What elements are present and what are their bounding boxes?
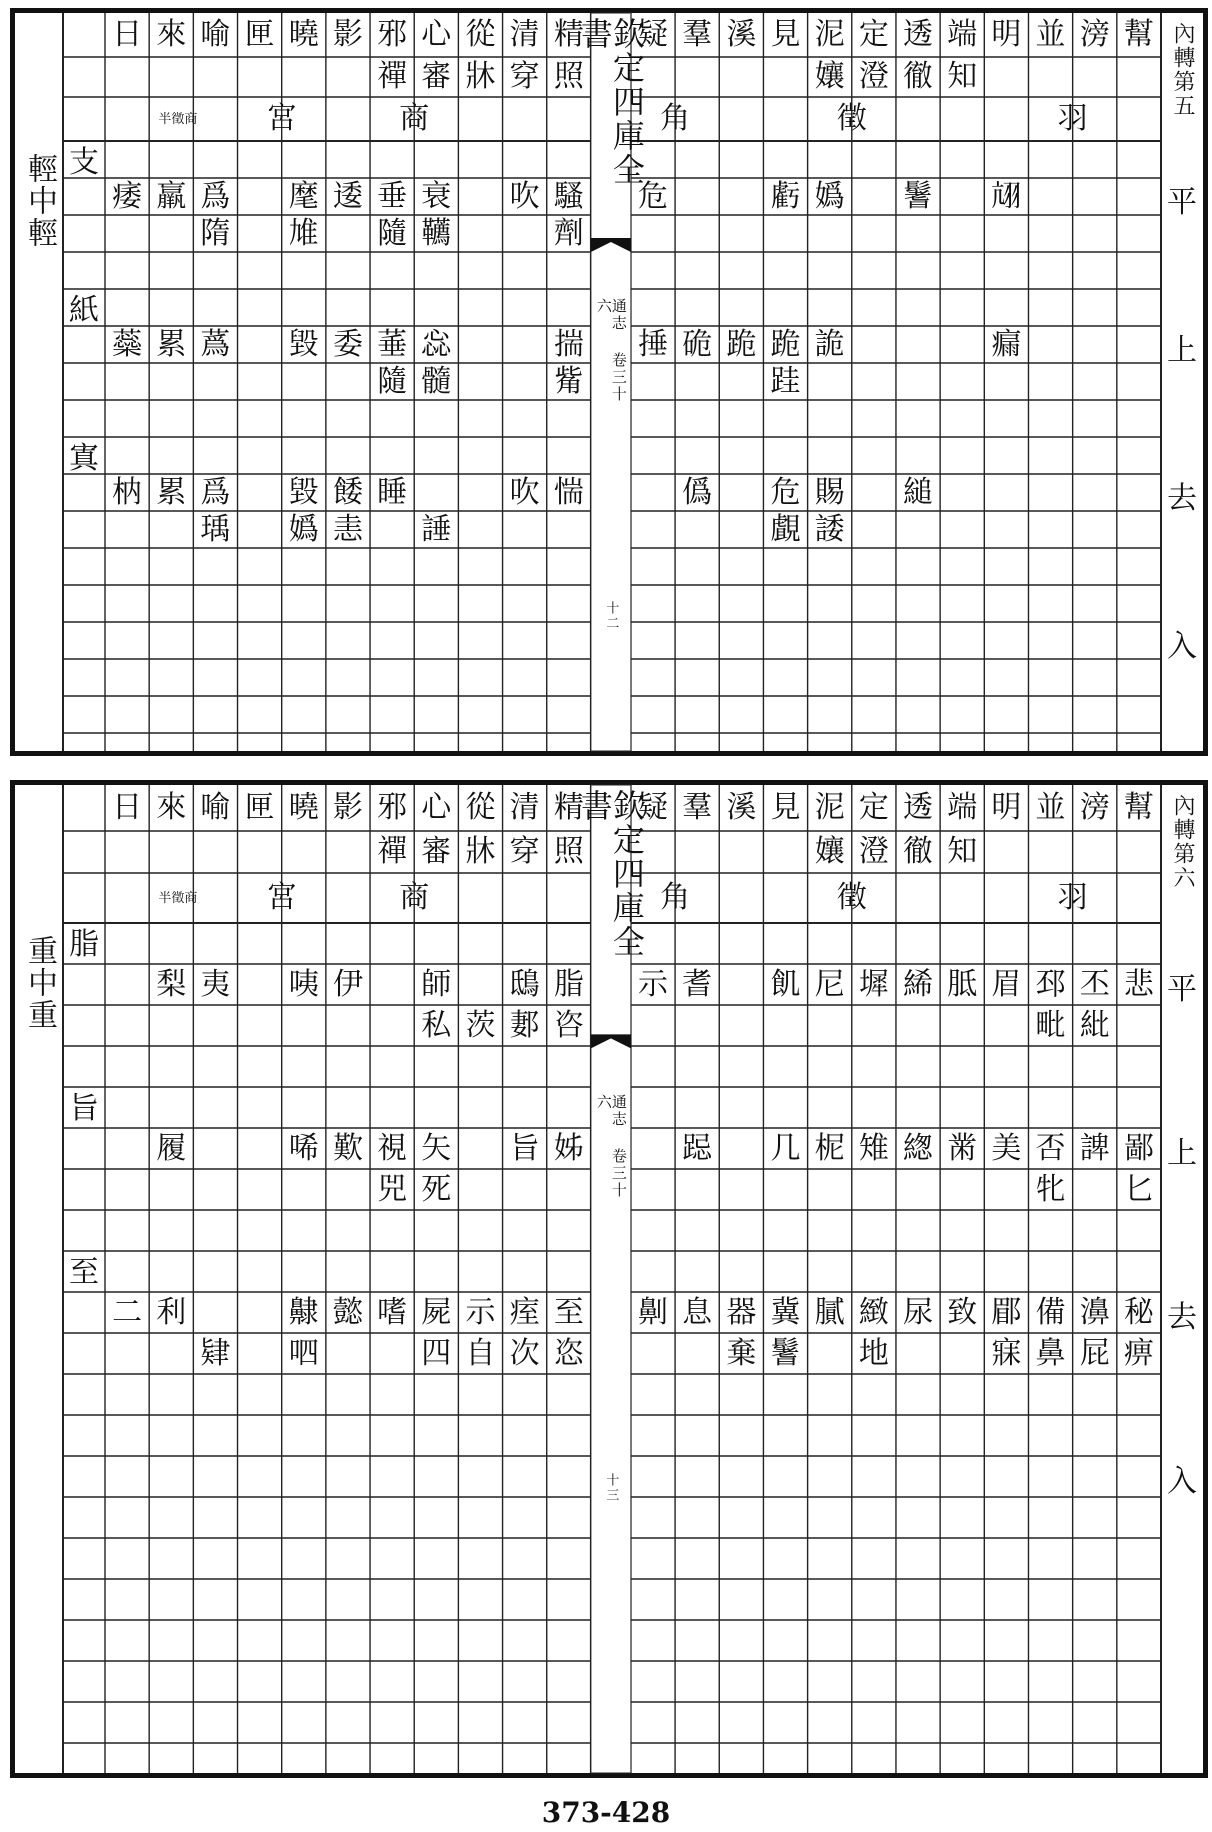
initial-char-secondary: 審 [421, 59, 452, 94]
initial-char: 端 [947, 17, 978, 52]
rhyme-char: 雉 [858, 1130, 889, 1166]
rhyme-char: 匕 [1123, 1171, 1154, 1207]
rhyme-char: 柅 [814, 1130, 845, 1166]
rhyme-char: 寐 [991, 1335, 1022, 1371]
rhyme-char: 地 [858, 1335, 889, 1371]
rhyme-char: 諉 [814, 511, 845, 547]
rhyme-char: 墀 [858, 966, 889, 1002]
initial-char: 曉 [288, 17, 319, 52]
initial-char: 透 [903, 17, 934, 52]
rhyme-char: 悲 [1123, 966, 1154, 1002]
initial-char-secondary: 孃 [814, 834, 845, 869]
rhyme-char: 跬 [770, 363, 801, 399]
chart-number-label: 內轉第六 [1170, 794, 1195, 890]
tone-note-label: 羽 [1057, 101, 1088, 136]
rhyme-char: 蘂 [112, 326, 143, 362]
spine-title: 欽定四庫全書 [575, 17, 646, 187]
initial-char: 見 [770, 790, 801, 825]
initial-char: 滂 [1079, 790, 1110, 825]
rhyme-char: 屍 [421, 1294, 452, 1330]
rhyme-char: 私 [421, 1007, 452, 1043]
rhyme-char: 爲 [200, 474, 231, 510]
initial-char: 泥 [814, 790, 845, 825]
rhyme-char: 僞 [682, 474, 713, 510]
rhyme-char: 覰 [770, 511, 801, 547]
rhyme-char: 韉 [421, 215, 452, 251]
rhyme-char: 邳 [1035, 966, 1066, 1002]
rhyme-char: 跪 [770, 326, 801, 362]
rhyme-char: 毀 [288, 474, 319, 510]
rhyme-char: 隨 [377, 215, 408, 251]
initial-char: 從 [465, 790, 496, 825]
initial-char-secondary: 牀 [465, 834, 496, 869]
rhyme-char: 息 [682, 1294, 713, 1330]
rhyme-char: 胝 [947, 966, 978, 1002]
rhyme-char: 衰 [421, 178, 452, 214]
rhyme-char: 捶 [637, 326, 668, 362]
tone-label: 上 [1167, 333, 1197, 369]
rhyme-char: 視 [377, 1130, 408, 1166]
initial-char: 並 [1035, 790, 1066, 825]
initial-char: 疑 [637, 790, 668, 825]
rhyme-char: 羸 [156, 178, 187, 214]
rhyme-char: 瑀 [200, 511, 231, 547]
rhyme-char: 郿 [991, 1294, 1022, 1330]
rhyme-char: 懿 [332, 1294, 363, 1330]
initial-char: 從 [465, 17, 496, 52]
rhyme-char: 夷 [200, 966, 231, 1002]
tone-note-label: 徵 [836, 880, 867, 915]
rhyme-char: 䧱 [288, 215, 319, 251]
tone-label: 入 [1167, 1464, 1197, 1500]
tone-label: 平 [1167, 185, 1197, 221]
rhyme-char: 詭 [814, 326, 845, 362]
rhyme-char: 四 [421, 1335, 452, 1371]
rhyme-char: 示 [465, 1294, 496, 1330]
rhyme-char: 𦐄 [991, 178, 1022, 214]
grade-char: 至 [69, 1255, 99, 1290]
rhyme-char: 秘 [1123, 1294, 1154, 1330]
rhyme-char: 利 [156, 1294, 187, 1330]
initial-char: 邪 [377, 17, 408, 52]
initial-char-secondary: 審 [421, 834, 452, 869]
initial-char-secondary: 徹 [903, 59, 934, 94]
rhyme-char: 蔿 [200, 326, 231, 362]
rhyme-table-page-5 [0, 0, 1212, 760]
rhyme-char: 耆 [682, 966, 713, 1002]
rhyme-char: 痿 [112, 178, 143, 214]
initial-char-secondary: 照 [553, 59, 584, 94]
rhyme-char: 垂 [377, 178, 408, 214]
rhyme-class-label: 輕中輕 [22, 153, 57, 249]
rhyme-char: 吹 [509, 178, 540, 214]
rhyme-char: 爲 [200, 178, 231, 214]
rhyme-char: 絺 [903, 966, 934, 1002]
rhyme-char: 師 [421, 966, 452, 1002]
initial-char: 心 [421, 17, 452, 52]
rhyme-char: 縋 [903, 474, 934, 510]
rhyme-char: 濞 [1079, 1294, 1110, 1330]
rhyme-table-page-6 [0, 770, 1212, 1780]
rhyme-char: 歎 [332, 1130, 363, 1166]
initial-char: 幫 [1123, 17, 1154, 52]
half-zhi-shang-note: 半徵商 [158, 111, 198, 127]
rhyme-char: 諈 [421, 511, 452, 547]
rhyme-char: 飢 [770, 966, 801, 1002]
rhyme-char: 梨 [156, 966, 187, 1002]
rhyme-char: 咨 [553, 1007, 584, 1043]
rhyme-char: 旨 [509, 1130, 540, 1166]
rhyme-char: 嬀 [288, 511, 319, 547]
tone-note-label: 商 [399, 880, 430, 915]
grade-char [63, 589, 105, 625]
initial-char: 溪 [726, 790, 757, 825]
rhyme-char: 隋 [200, 215, 231, 251]
rhyme-char: 呬 [288, 1335, 319, 1371]
rhyme-char: 次 [509, 1335, 540, 1371]
initial-char: 清 [509, 790, 540, 825]
rhyme-char: 隨 [377, 363, 408, 399]
rhyme-char: 丕 [1079, 966, 1110, 1002]
rhyme-char: 黹 [947, 1130, 978, 1166]
tone-note-label: 宮 [266, 101, 297, 136]
rhyme-char: 鄙 [1123, 1130, 1154, 1166]
rhyme-char: 跪 [726, 326, 757, 362]
rhyme-char: 二 [112, 1294, 143, 1330]
rhyme-char: 觜 [553, 363, 584, 399]
spine-page-number: 十二 [603, 601, 619, 631]
chart-number-label: 內轉第五 [1170, 22, 1195, 118]
rhyme-char: 危 [770, 474, 801, 510]
rhyme-char: 尿 [903, 1294, 934, 1330]
rhyme-char: 冀 [770, 1294, 801, 1330]
rhyme-char: 危 [637, 178, 668, 214]
tone-note-label: 宮 [266, 880, 297, 915]
rhyme-char: 緫 [903, 1130, 934, 1166]
tone-note-label: 羽 [1057, 880, 1088, 915]
initial-char-secondary: 徹 [903, 834, 934, 869]
rhyme-char: 恚 [332, 511, 363, 547]
tone-label: 去 [1167, 1300, 1197, 1336]
rhyme-char: 肄 [200, 1335, 231, 1371]
initial-char: 影 [332, 17, 363, 52]
initial-char: 透 [903, 790, 934, 825]
initial-char: 並 [1035, 17, 1066, 52]
grade-char [63, 1419, 105, 1455]
tone-label: 入 [1167, 629, 1197, 665]
initial-char-secondary: 穿 [509, 834, 540, 869]
rhyme-char: 惴 [553, 474, 584, 510]
initial-char: 端 [947, 790, 978, 825]
rhyme-char: 逶 [332, 178, 363, 214]
rhyme-char: 屁 [1079, 1335, 1110, 1371]
initial-char-secondary: 穿 [509, 59, 540, 94]
initial-char: 疑 [637, 17, 668, 52]
rhyme-char: 備 [1035, 1294, 1066, 1330]
initial-char: 泥 [814, 17, 845, 52]
initial-char: 見 [770, 17, 801, 52]
grade-char: 脂 [69, 927, 99, 962]
rhyme-class-label: 重中重 [22, 935, 57, 1031]
rhyme-char: 吹 [509, 474, 540, 510]
rhyme-char: 尼 [814, 966, 845, 1002]
spine-source: 通志 卷三十六 [594, 1094, 628, 1200]
rhyme-char: 兕 [377, 1171, 408, 1207]
rhyme-char: 眉 [991, 966, 1022, 1002]
half-zhi-shang-note: 半徵商 [158, 890, 198, 906]
rhyme-char: 茨 [465, 1007, 496, 1043]
rhyme-char: 鬐 [903, 178, 934, 214]
initial-char-secondary: 孃 [814, 59, 845, 94]
rhyme-char: 伊 [332, 966, 363, 1002]
rhyme-char: 劓 [637, 1294, 668, 1330]
grade-char: 支 [69, 145, 99, 180]
initial-char: 曉 [288, 790, 319, 825]
initial-char: 明 [991, 17, 1022, 52]
spine-page-number: 十三 [603, 1473, 619, 1503]
spine-source: 通志 卷三十六 [594, 298, 628, 403]
rhyme-char: 致 [947, 1294, 978, 1330]
rhyme-char: 累 [156, 326, 187, 362]
rhyme-char: 恣 [553, 1335, 584, 1371]
rhyme-char: 齂 [288, 1294, 319, 1330]
rhyme-char: 毀 [288, 326, 319, 362]
rhyme-char: 死 [421, 1171, 452, 1207]
rhyme-char: 痓 [509, 1294, 540, 1330]
initial-char: 精 [553, 17, 584, 52]
rhyme-char: 器 [726, 1294, 757, 1330]
rhyme-char: 鼻 [1035, 1335, 1066, 1371]
rhyme-char: 麾 [288, 178, 319, 214]
grade-char: 紙 [69, 293, 99, 328]
rhyme-char: 鴟 [509, 966, 540, 1002]
rhyme-char: 嗜 [377, 1294, 408, 1330]
initial-char: 邪 [377, 790, 408, 825]
initial-char: 匣 [244, 17, 275, 52]
rhyme-char: 劑 [553, 215, 584, 251]
initial-char-secondary: 知 [947, 59, 978, 94]
rhyme-char: 棄 [726, 1335, 757, 1371]
rhyme-char: 菙 [377, 326, 408, 362]
tone-note-label: 角 [660, 880, 691, 915]
rhyme-char: 郪 [509, 1007, 540, 1043]
spine-title: 欽定四庫全書 [575, 789, 646, 959]
tone-label: 平 [1167, 972, 1197, 1008]
rhyme-char: 跽 [682, 1130, 713, 1166]
rhyme-char: 痹 [1123, 1335, 1154, 1371]
initial-char: 心 [421, 790, 452, 825]
rhyme-char: 餧 [332, 474, 363, 510]
rhyme-char: 至 [553, 1294, 584, 1330]
rhyme-char: 虧 [770, 178, 801, 214]
initial-char-secondary: 澄 [858, 834, 889, 869]
rhyme-char: 唏 [288, 1130, 319, 1166]
tone-note-label: 商 [399, 101, 430, 136]
rhyme-char: 履 [156, 1130, 187, 1166]
initial-char-secondary: 澄 [858, 59, 889, 94]
initial-char-secondary: 禪 [377, 59, 408, 94]
rhyme-char: 揣 [553, 326, 584, 362]
initial-char: 精 [553, 790, 584, 825]
rhyme-char: 嬀 [814, 178, 845, 214]
rhyme-char: 睡 [377, 474, 408, 510]
initial-char: 清 [509, 17, 540, 52]
rhyme-char: 委 [332, 326, 363, 362]
rhyme-char: 鬐 [770, 1335, 801, 1371]
initial-char: 定 [858, 17, 889, 52]
rhyme-char: 毗 [1035, 1007, 1066, 1043]
initial-char: 定 [858, 790, 889, 825]
rhyme-char: 脂 [553, 966, 584, 1002]
grade-char: 旨 [69, 1091, 99, 1126]
rhyme-char: 賜 [814, 474, 845, 510]
rhyme-char: 紕 [1079, 1007, 1110, 1043]
rhyme-char: 姊 [553, 1130, 584, 1166]
rhyme-char: 騷 [553, 178, 584, 214]
initial-char: 喻 [200, 17, 231, 52]
initial-char: 溪 [726, 17, 757, 52]
rhyme-char: 膩 [814, 1294, 845, 1330]
initial-char: 滂 [1079, 17, 1110, 52]
grade-char: 寘 [69, 441, 99, 476]
initial-char: 喻 [200, 790, 231, 825]
rhyme-char: 硊 [682, 326, 713, 362]
tone-note-label: 角 [660, 101, 691, 136]
rhyme-char: 枘 [112, 474, 143, 510]
rhyme-char: 示 [637, 966, 668, 1002]
rhyme-char: 緻 [858, 1294, 889, 1330]
rhyme-char: 瘺 [991, 326, 1022, 362]
initial-char-secondary: 牀 [465, 59, 496, 94]
rhyme-char: 美 [991, 1130, 1022, 1166]
page-footer-code: 373-428 [541, 1796, 671, 1829]
tone-label: 去 [1167, 481, 1197, 517]
rhyme-char: 累 [156, 474, 187, 510]
initial-char: 來 [156, 17, 187, 52]
initial-char: 日 [112, 17, 143, 52]
rhyme-char: 否 [1035, 1130, 1066, 1166]
initial-char: 日 [112, 790, 143, 825]
tone-note-label: 徵 [836, 101, 867, 136]
rhyme-char: 自 [465, 1335, 496, 1371]
rhyme-char: 牝 [1035, 1171, 1066, 1207]
rhyme-char: 几 [770, 1130, 801, 1166]
tone-label: 上 [1167, 1136, 1197, 1172]
initial-char: 匣 [244, 790, 275, 825]
initial-char-secondary: 照 [553, 834, 584, 869]
rhyme-char: 矢 [421, 1130, 452, 1166]
rhyme-char: 髓 [421, 363, 452, 399]
initial-char: 明 [991, 790, 1022, 825]
initial-char-secondary: 禪 [377, 834, 408, 869]
initial-char: 幫 [1123, 790, 1154, 825]
rhyme-char: 諀 [1079, 1130, 1110, 1166]
initial-char: 來 [156, 790, 187, 825]
rhyme-char: 惢 [421, 326, 452, 362]
initial-char: 羣 [682, 790, 713, 825]
initial-char: 羣 [682, 17, 713, 52]
initial-char: 影 [332, 790, 363, 825]
initial-char-secondary: 知 [947, 834, 978, 869]
rhyme-char: 咦 [288, 966, 319, 1002]
